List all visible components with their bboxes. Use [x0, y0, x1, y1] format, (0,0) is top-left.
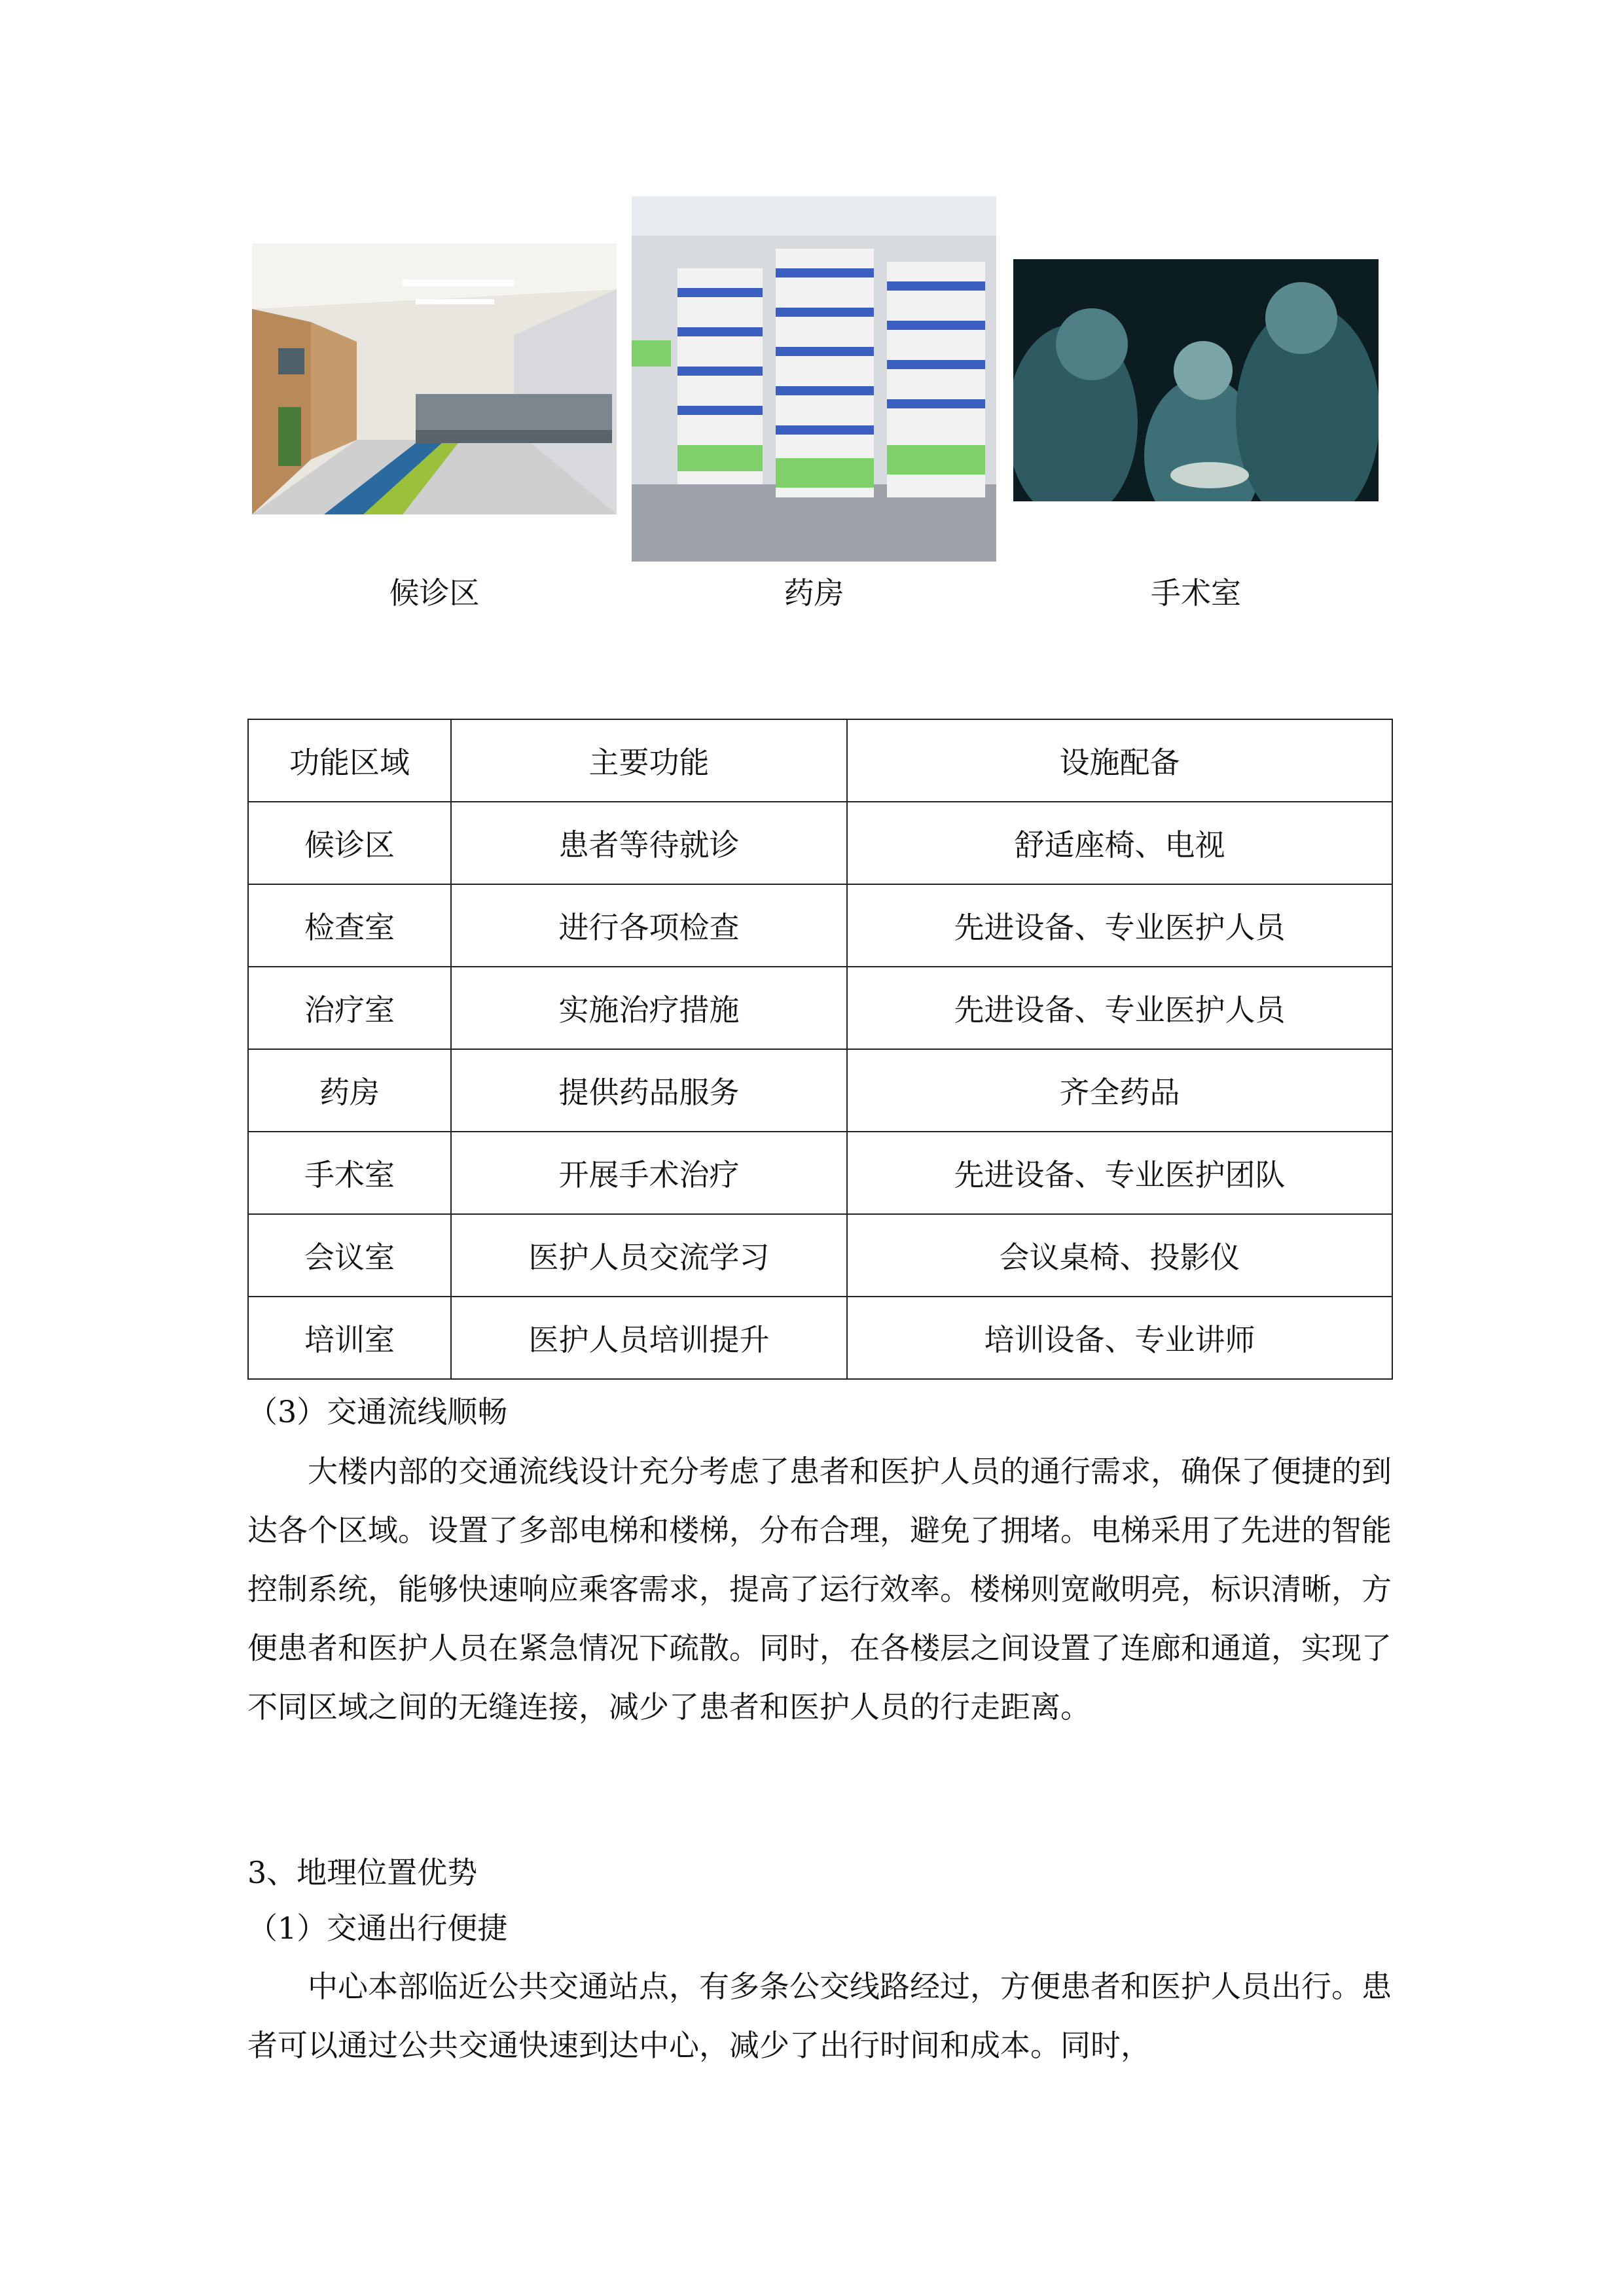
- table-cell: 实施治疗措施: [451, 967, 847, 1049]
- table-cell: 培训室: [248, 1297, 451, 1379]
- table-cell: 患者等待就诊: [451, 802, 847, 884]
- table-cell: 进行各项检查: [451, 884, 847, 967]
- table-header-cell: 设施配备: [847, 719, 1392, 802]
- subsection-heading: （1）交通出行便捷: [247, 1910, 508, 1946]
- table-cell: 培训设备、专业讲师: [847, 1297, 1392, 1379]
- table-cell: 会议桌椅、投影仪: [847, 1214, 1392, 1297]
- section-heading: 3、地理位置优势: [247, 1855, 478, 1890]
- table-cell: 药房: [248, 1049, 451, 1132]
- figure-caption: 候诊区: [389, 575, 480, 611]
- waiting-area-photo: [252, 243, 617, 514]
- table-cell: 先进设备、专业医护人员: [847, 884, 1392, 967]
- body-paragraph: 中心本部临近公共交通站点，有多条公交线路经过，方便患者和医护人员出行。患者可以通过公共交通快速到达中心，减少了出行时间和成本。同时，: [247, 1969, 1392, 2063]
- table-row: [248, 1132, 1392, 1214]
- table-cell: 医护人员交流学习: [451, 1214, 847, 1297]
- table-row: [248, 1049, 1392, 1132]
- operating-room-photo: [1013, 259, 1379, 501]
- table-cell: 检查室: [248, 884, 451, 967]
- body-paragraph: 大楼内部的交通流线设计充分考虑了患者和医护人员的通行需求，确保了便捷的到达各个区域。设置了多部电梯和楼梯，分布合理，避免了拥堵。电梯采用了先进的智能控制系统，能够快速响应乘客需求，提高了运行效率。楼梯则宽敞明亮，标识清晰，方便患者和医护人员在紧急情况下疏散。同时，在各楼层之间设置了连廊和通道，实现了不同区域之间的无缝连接，减少了患者和医护人员的行走距离。: [247, 1454, 1392, 1725]
- section-heading: （3）交通流线顺畅: [247, 1394, 508, 1429]
- table-row: [248, 802, 1392, 884]
- function-area-table: [247, 719, 1393, 1380]
- table-row: [248, 1214, 1392, 1297]
- table-row: [248, 967, 1392, 1049]
- table-header-cell: 功能区域: [248, 719, 451, 802]
- table-row: [248, 884, 1392, 967]
- figure-caption: 手术室: [1151, 575, 1241, 611]
- table-cell: 先进设备、专业医护人员: [847, 967, 1392, 1049]
- table-cell: 提供药品服务: [451, 1049, 847, 1132]
- table-cell: 治疗室: [248, 967, 451, 1049]
- pharmacy-photo: [632, 196, 996, 562]
- figure-caption: 药房: [784, 575, 844, 611]
- table-cell: 会议室: [248, 1214, 451, 1297]
- table-row: [248, 1297, 1392, 1379]
- table-cell: 先进设备、专业医护团队: [847, 1132, 1392, 1214]
- table-header-cell: 主要功能: [451, 719, 847, 802]
- table-cell: 候诊区: [248, 802, 451, 884]
- table-cell: 齐全药品: [847, 1049, 1392, 1132]
- table-cell: 开展手术治疗: [451, 1132, 847, 1214]
- table-header-row: [248, 719, 1392, 802]
- table-cell: 手术室: [248, 1132, 451, 1214]
- table-cell: 医护人员培训提升: [451, 1297, 847, 1379]
- table-cell: 舒适座椅、电视: [847, 802, 1392, 884]
